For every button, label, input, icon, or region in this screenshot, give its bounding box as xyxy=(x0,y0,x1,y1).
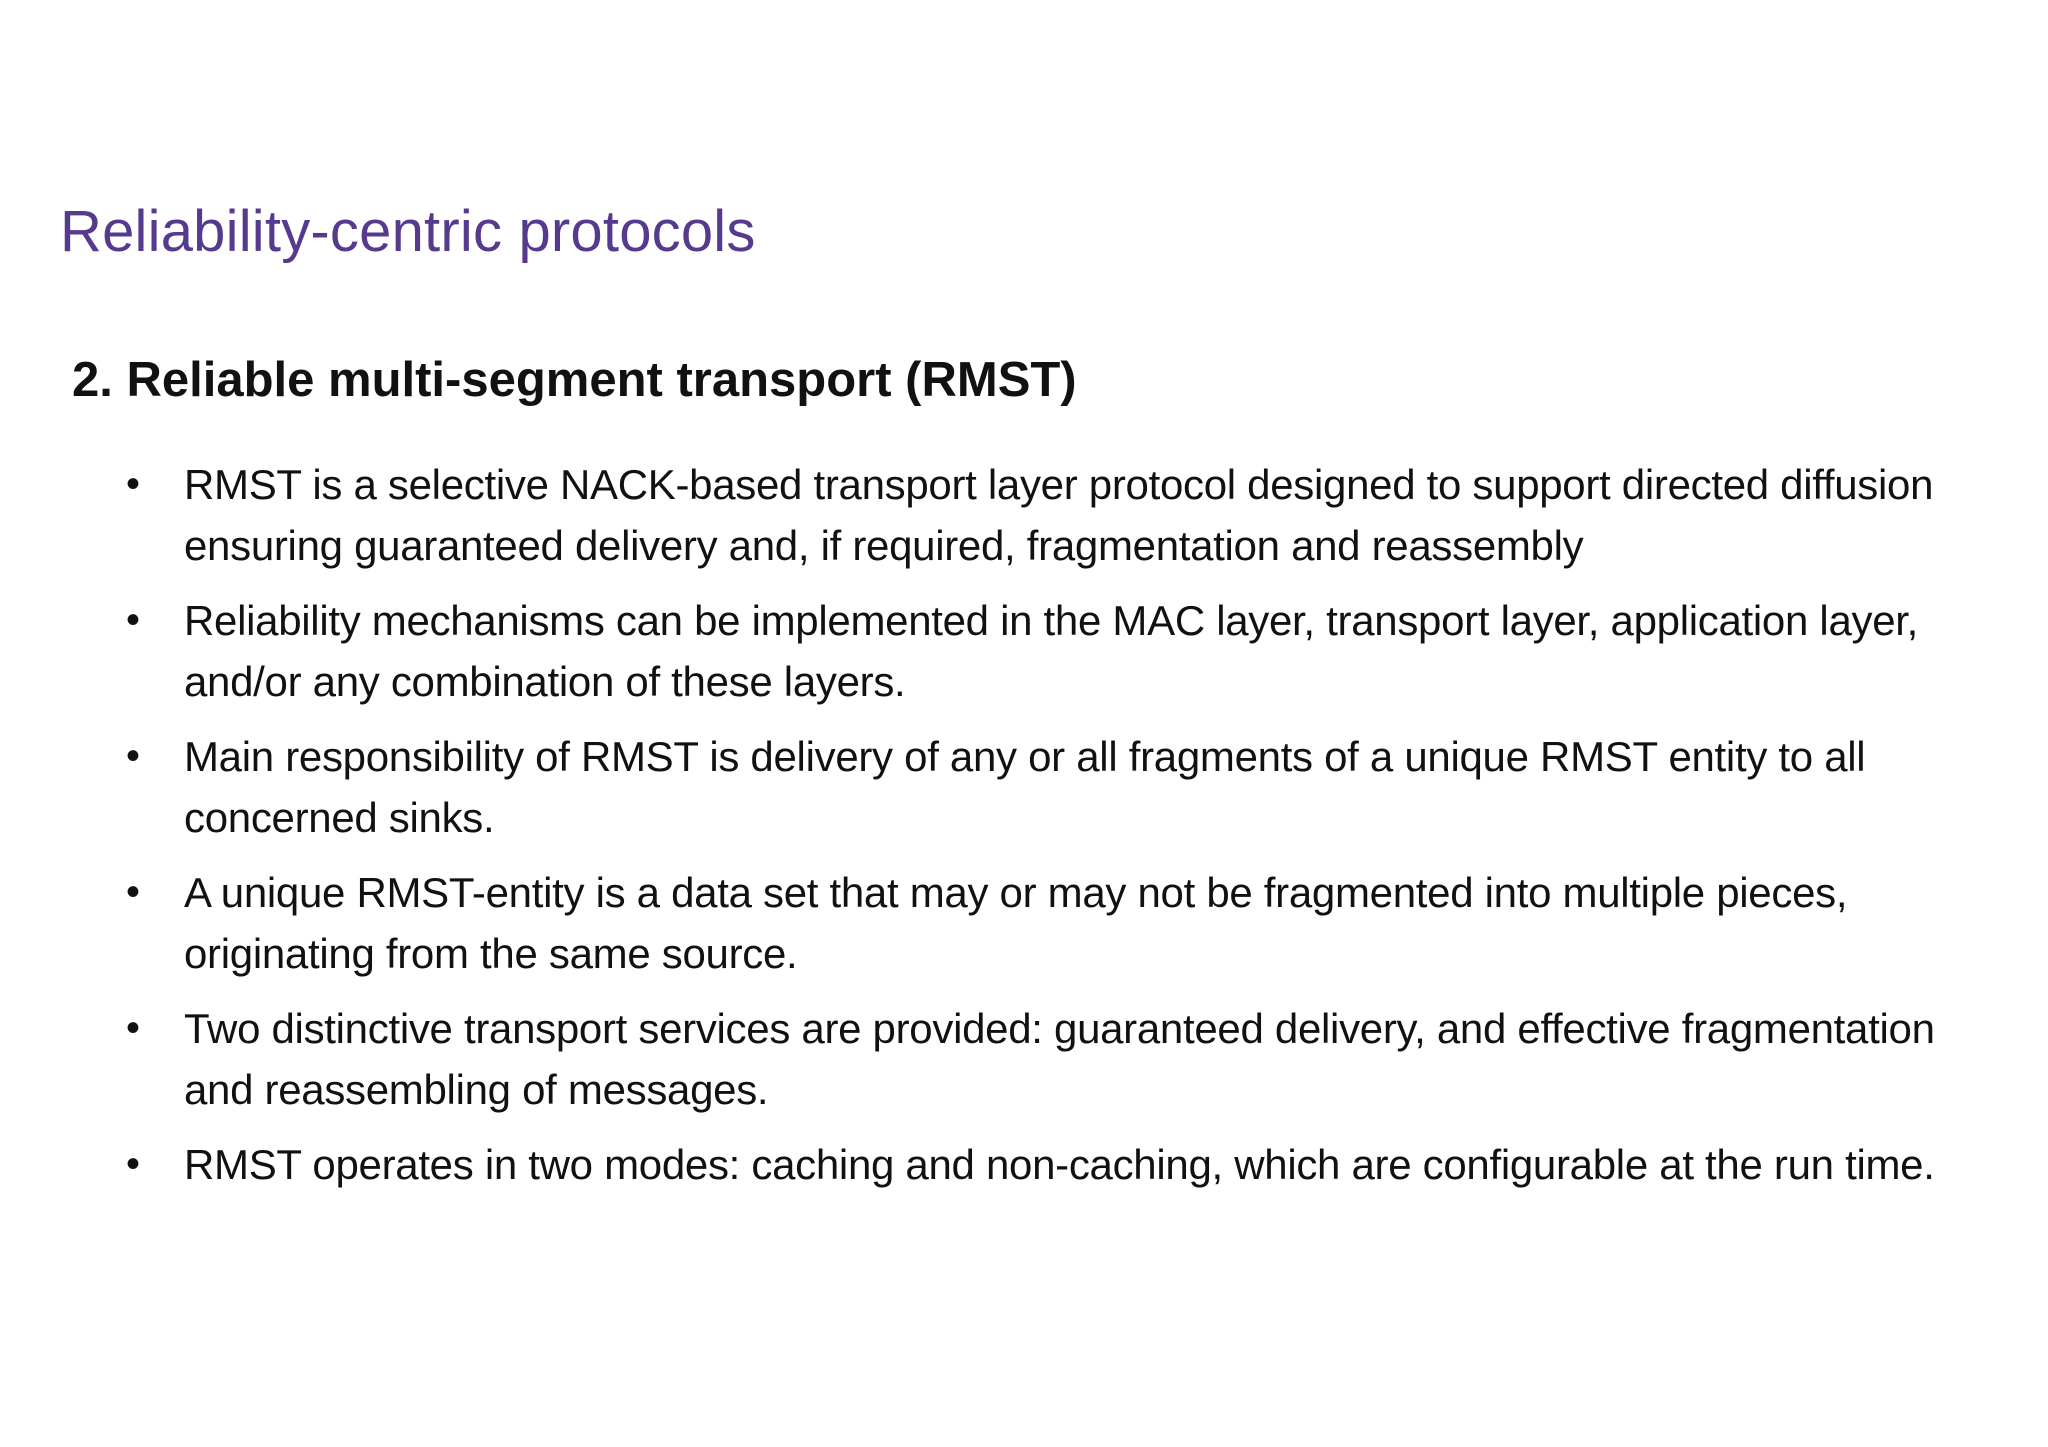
bullet-text: RMST is a selective NACK-based transport layer protocol designed to support directed diffusion ensuring guaranteed delivery and, if required, fragmentation and reassembly xyxy=(184,461,1934,569)
bullet-dot-icon: • xyxy=(126,598,141,642)
bullet-text: Two distinctive transport services are provided: guaranteed delivery, and effective fragmentation and reassembling of messages. xyxy=(184,1005,1935,1113)
bullet-dot-icon: • xyxy=(126,1142,141,1186)
bullet-text: Reliability mechanisms can be implemented in the MAC layer, transport layer, application layer, and/or any combination of these layers. xyxy=(184,597,1919,705)
bullet-dot-icon: • xyxy=(126,870,141,914)
bullet-item xyxy=(0,454,2048,576)
bullet-item xyxy=(0,1134,2048,1195)
bullet-text: RMST operates in two modes: caching and non-caching, which are configurable at the run time. xyxy=(184,1141,1935,1188)
bullet-list xyxy=(0,454,2048,1209)
bullet-text: Main responsibility of RMST is delivery of any or all fragments of a unique RMST entity to all concerned sinks. xyxy=(184,733,1866,841)
section-heading: 2. Reliable multi-segment transport (RMST) xyxy=(72,353,1077,407)
bullet-dot-icon: • xyxy=(126,462,141,506)
bullet-item xyxy=(0,998,2048,1120)
slide-title: Reliability-centric protocols xyxy=(60,199,756,264)
bullet-dot-icon: • xyxy=(126,734,141,778)
bullet-item xyxy=(0,590,2048,712)
bullet-text: A unique RMST-entity is a data set that may or may not be fragmented into multiple pieces, originating from the same source. xyxy=(184,869,1848,977)
bullet-item xyxy=(0,862,2048,984)
bullet-item xyxy=(0,726,2048,848)
bullet-dot-icon: • xyxy=(126,1006,141,1050)
